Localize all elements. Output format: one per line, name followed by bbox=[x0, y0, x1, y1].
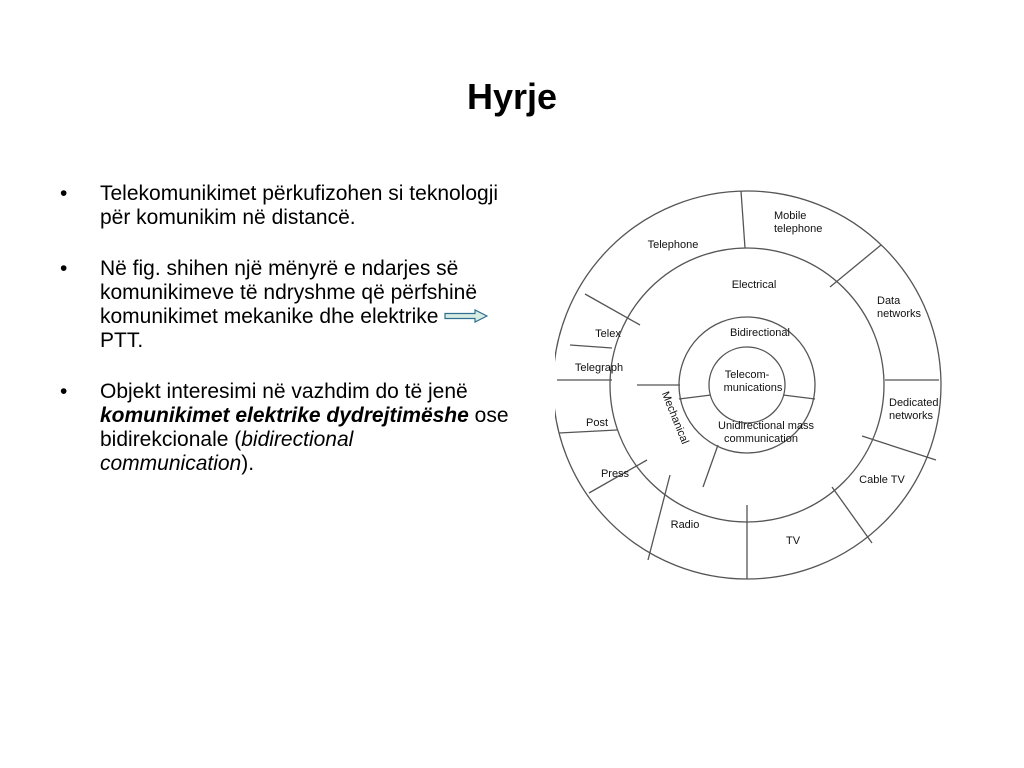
sector-radio-label: Radio bbox=[670, 519, 700, 531]
bullet-text: Në fig. shihen një mënyrë e ndarjes së komunikimeve të ndryshme që përfshinë komunikimet mekanike dhe elektrike bbox=[100, 257, 478, 328]
bullet-item bbox=[60, 257, 510, 353]
bullet-text: Telekomunikimet përkufizohen si teknologji për komunikim në distancë. bbox=[100, 182, 499, 229]
bullet-item bbox=[60, 380, 510, 476]
bullet-text: ). bbox=[241, 452, 255, 475]
sector-dedicated-networks-label: Dedicated networks bbox=[889, 397, 939, 422]
sector-telegraph-label: Telegraph bbox=[574, 362, 624, 374]
mechanical-label: Mechanical bbox=[658, 389, 691, 446]
sector-data-networks-label: Data networks bbox=[877, 295, 922, 320]
right-arrow-icon bbox=[444, 309, 488, 323]
sector-post-label: Post bbox=[585, 417, 609, 429]
bullet-item bbox=[60, 182, 510, 230]
telecom-classification-diagram bbox=[555, 190, 955, 590]
sector-mobile-telephone-label: Mobile telephone bbox=[774, 210, 823, 235]
sector-telephone-label: Telephone bbox=[647, 239, 699, 251]
unidirectional-label: Unidirectional mass communication bbox=[718, 420, 814, 445]
bidirectional-label: Bidirectional bbox=[730, 327, 790, 339]
sector-telex-label: Telex bbox=[595, 328, 621, 340]
emphasis-text: komunikimet elektrike dydrejtimëshe bbox=[100, 404, 469, 427]
bullet-marker: • bbox=[60, 380, 68, 403]
electrical-label: Electrical bbox=[731, 279, 777, 291]
center-label: Telecom-munications bbox=[723, 369, 783, 394]
sector-cable-tv-label: Cable TV bbox=[859, 474, 905, 486]
bullet-text: ose bidirekcionale ( bbox=[100, 404, 509, 451]
bullet-text: Objekt interesimi në vazhdim do të jenë bbox=[100, 380, 468, 403]
bullet-marker: • bbox=[60, 182, 68, 205]
bullet-list bbox=[60, 182, 510, 503]
sector-press-label: Press bbox=[600, 468, 630, 480]
bullet-text-end: PTT. bbox=[100, 329, 144, 352]
bullet-marker: • bbox=[60, 257, 68, 280]
sector-tv-label: TV bbox=[785, 535, 801, 547]
italic-text: bidirectional communication bbox=[100, 428, 354, 475]
slide-title: Hyrje bbox=[466, 76, 558, 117]
